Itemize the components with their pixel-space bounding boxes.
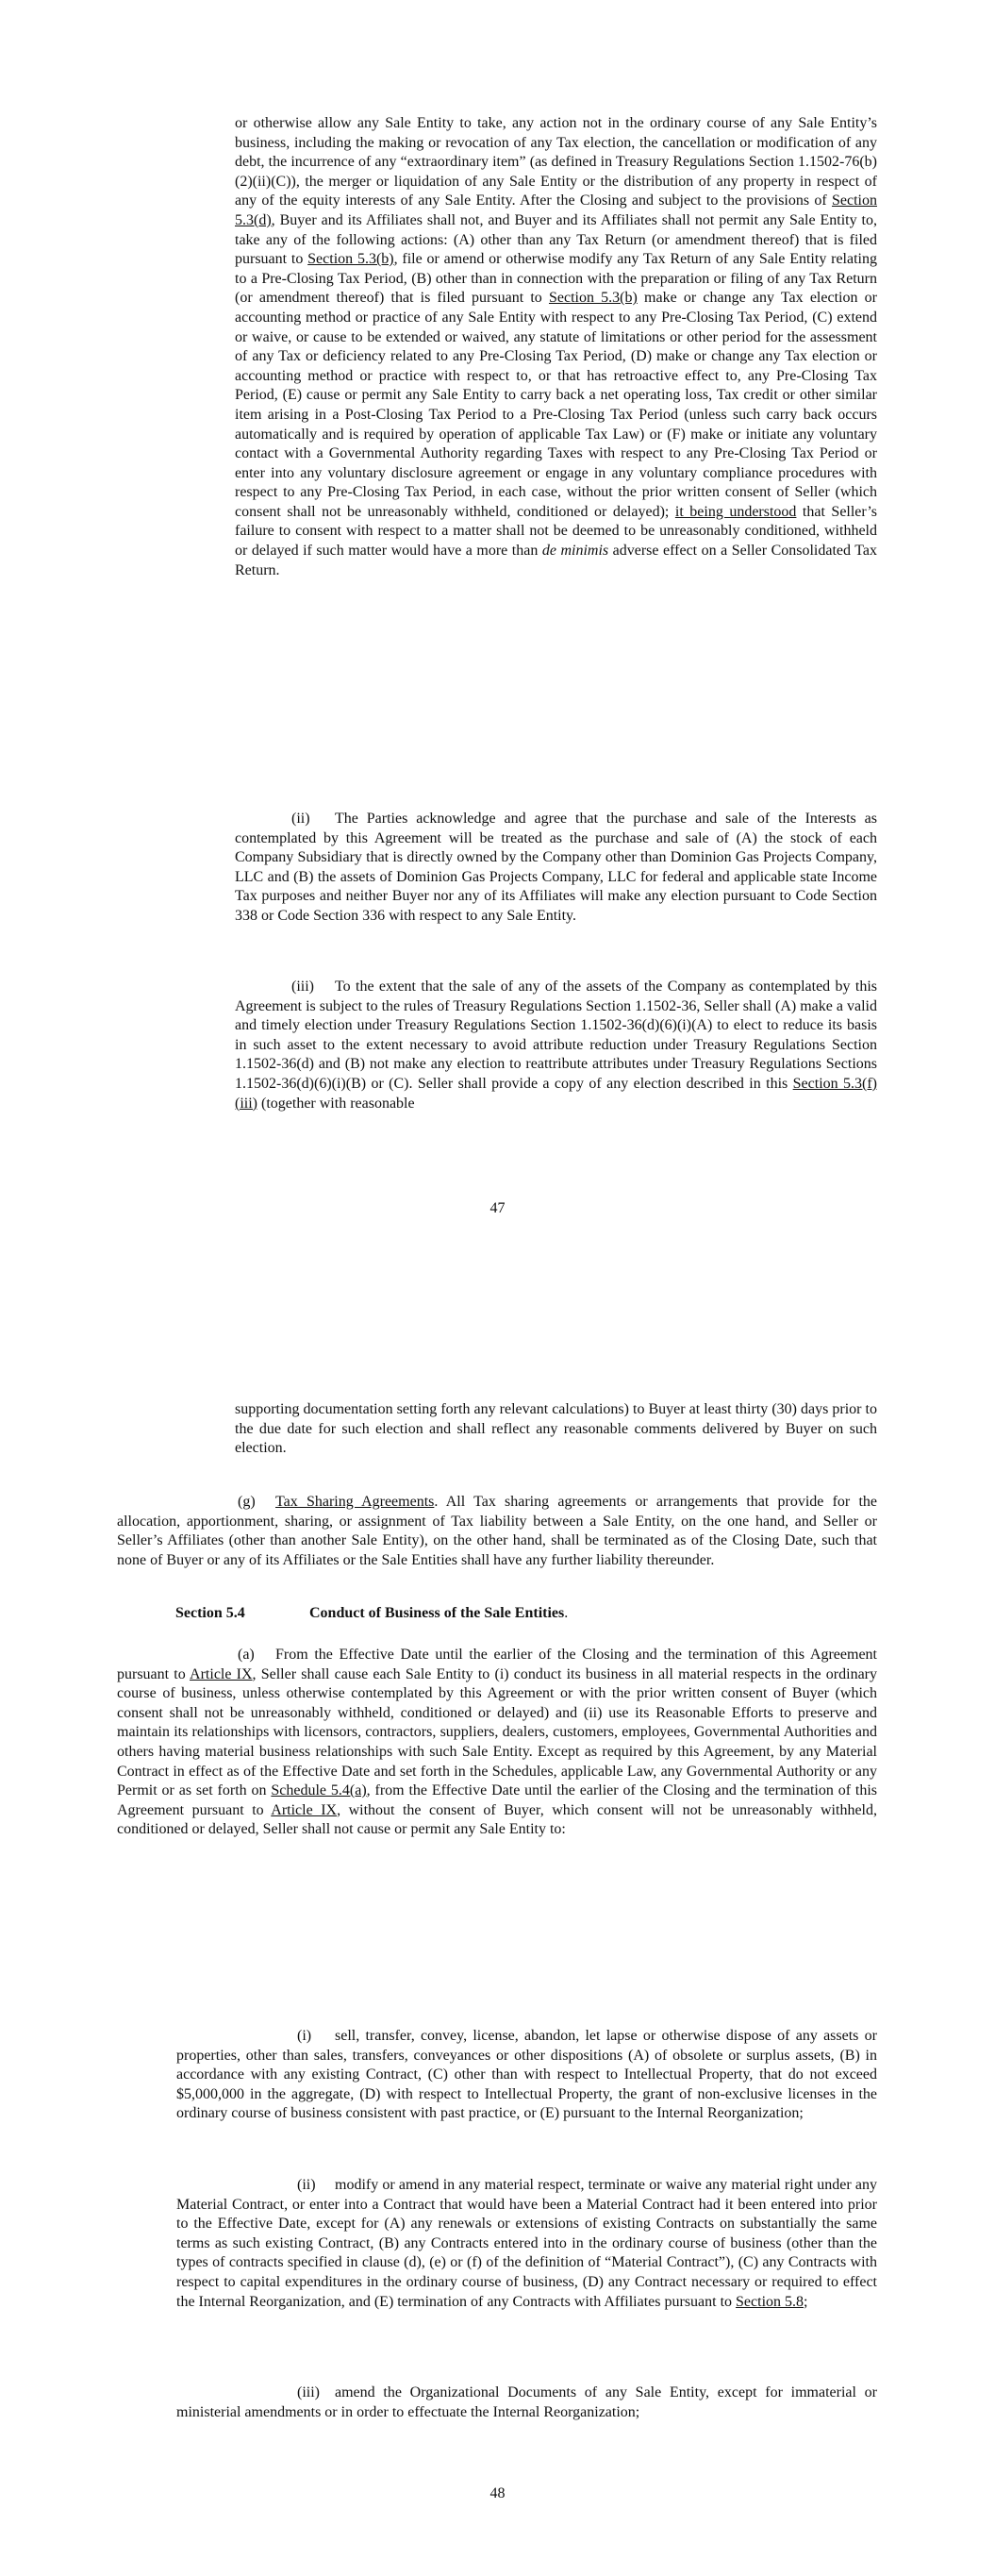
g-title: Tax Sharing Agreements xyxy=(275,1494,435,1510)
clause-iii-paragraph: (iii) To the extent that the sale of any of the assets of the Company as contemplated by this Agreement is subject to the rules of Treasury Regulations Section 1.1502-36, Seller shall (A) make a valid and timely election under Treasury Regulations Section 1.1502-36(d)(6)(i)(A) to elect to reduce its basis in such asset to the extent necessary to avoid attribute reduction under Treasury Regulations Section 1.1502-36(d) and (B) not make any election to reattribute attributes under Treasury Regulations Sections 1.1502-36(d)(6)(i)(B) or (C). Seller shall provide a copy of any election described in this Section 5.3(f)(iii) (together with reasonable xyxy=(235,979,877,1112)
continued-paragraph: or otherwise allow any Sale Entity to take, any action not in the ordinary course of any Sale Entity’s business, including the making or revocation of any Tax election, the cancellation or modification of any debt, the incurrence of any “extraordinary item” (as defined in Treasury Regulations Section 1.1502-76(b)(2)(ii)(C)), the merger or liquidation of any Sale Entity or the distribution of any property in respect of any of the equity interests of any Sale Entity. After the Closing and subject to the provisions of Section 5.3(d), Buyer and its Affiliates shall not, and Buyer and its Affiliates shall not permit any Sale Entity to, take any of the following actions: (A) other than any Tax Return (or amendment thereof) that is filed pursuant to Section 5.3(b), file or amend or otherwise modify any Tax Return of any Sale Entity relating to a Pre-Closing Tax Period, (B) other than in connection with the preparation or filing of any Tax Return (or amendment thereof) that is filed pursuant to Section 5.3(b) make or change any Tax election or accounting method or practice of any Sale Entity with respect to any Pre-Closing Tax Period, (C) extend or waive, or cause to be extended or waived, any statute of limitations or other period for the assessment of any Tax or deficiency related to any Pre-Closing Tax Period, (D) make or change any Tax election or accounting method or practice with respect to, or that has retroactive effect to, any Pre-Closing Tax Period, (E) cause or permit any Sale Entity to carry back a net operating loss, Tax credit or other similar item arising in a Post-Closing Tax Period to a Pre-Closing Tax Period (unless such carry back occurs automatically and is required by operation of applicable Tax Law) or (F) make or initiate any voluntary contact with a Governmental Authority regarding Taxes with respect to any Pre-Closing Tax Period or enter into any voluntary disclosure agreement or engage in any voluntary compliance procedures with respect to any Pre-Closing Tax Period, in each case, without the prior written consent of Seller (which consent shall not be unreasonably withheld, conditioned or delayed); it being understood that Seller’s failure to consent with respect to a matter shall not be deemed to be unreasonably conditioned, withheld or delayed if such matter would have a more than de minimis adverse effect on a Seller Consolidated Tax Return. xyxy=(235,115,878,578)
article-ref-link[interactable]: Article IX xyxy=(271,1801,338,1818)
section-ref-link[interactable]: Section 5.3(d) xyxy=(235,192,877,228)
page-number: 48 xyxy=(489,2485,506,2501)
section-ref-link[interactable]: Section 5.3(f)(iii) xyxy=(235,1075,877,1112)
schedule-ref-link[interactable]: Schedule 5.4(a) xyxy=(271,1782,367,1799)
page-number: 47 xyxy=(489,1200,506,1216)
clause-ii-paragraph: (ii) The Parties acknowledge and agree that the purchase and sale of the Interests as contemplated by this Agreement will be treated as the purchase and sale of (A) the stock of each Company Subsidiary that is directly owned by the Company other than Dominion Gas Projects Company, LLC and (B) the assets of Dominion Gas Projects Company, LLC for federal and applicable state Income Tax purposes and neither Buyer nor any of its Affiliates will make any election pursuant to Code Section 338 or Code Section 336 with respect to any Sale Entity. xyxy=(235,811,877,924)
section-heading: Section 5.4 Conduct of Business of the Sale Entities. xyxy=(175,1605,569,1621)
section-ref-link[interactable]: Section 5.8 xyxy=(736,2293,804,2310)
article-ref-link[interactable]: Article IX xyxy=(190,1665,253,1682)
clause-a-paragraph: (a) From the Effective Date until the earlier of the Closing and the termination of this Agreement pursuant to Article IX, Seller shall cause each Sale Entity to (i) conduct its business in all material respects in the ordinary course of business, unless otherwise contemplated by this Agreement or with the prior written consent of Buyer (which consent shall not be unreasonably withheld, conditioned or delayed) and (ii) use its Reasonable Efforts to preserve and maintain its relationships with licensors, contractors, suppliers, dealers, customers, employees, Governmental Authorities and others having material business relationships with such Sale Entity. Except as required by this Agreement, by any Material Contract in effect as of the Effective Date and set forth in the Schedules, applicable Law, any Governmental Authority or any Permit or as set forth on Schedule 5.4(a), from the Effective Date until the earlier of the Closing and the termination of this Agreement pursuant to Article IX, without the consent of Buyer, which consent will not be unreasonably withheld, conditioned or delayed, Seller shall not cause or permit any Sale Entity to: xyxy=(117,1647,878,1838)
section-ref-link[interactable]: Section 5.3(b) xyxy=(307,251,394,268)
clause-iii-paragraph: (iii) amend the Organizational Documents of any Sale Entity, except for immaterial or ministerial amendments or in order to effectuate the Internal Reorganization; xyxy=(176,2384,877,2420)
clause-g-paragraph: (g) Tax Sharing Agreements. All Tax sharing agreements or arrangements that provide for the allocation, apportionment, sharing, or assignment of Tax liability between a Sale Entity, on the one hand, and Seller or Seller’s Affiliates (other than another Sale Entity), on the other hand, shall be terminated as of the Closing Date, such that none of Buyer or any of its Affiliates or the Sale Entities shall have any further liability thereunder. xyxy=(117,1494,878,1568)
clause-ii-paragraph: (ii) modify or amend in any material respect, terminate or waive any material right under any Material Contract, or enter into a Contract that would have been a Material Contract had it been entered into prior to the Effective Date, except for (A) any renewals or extensions of existing Contracts on substantially the same terms as such existing Contract, (B) any Contracts entered into in the ordinary course of business (other than the types of contracts specified in clause (d), (e) or (f) of the definition of “Material Contract”), (C) any Contracts with respect to capital expenditures in the ordinary course of business, (D) any Contract necessary or required to effect the Internal Reorganization, and (E) termination of any Contracts with Affiliates pursuant to Section 5.8; xyxy=(176,2177,877,2310)
section-ref-link[interactable]: Section 5.3(b) xyxy=(548,290,638,307)
clause-i-paragraph: (i) sell, transfer, convey, license, abandon, let lapse or otherwise dispose of any assets or properties, other than sales, transfers, conveyances or other dispositions (A) of obsolete or surplus assets, (B) in accordance with any existing Contract, (C) other than with respect to Intellectual Property, that do not exceed $5,000,000 in the aggregate, (D) with respect to Intellectual Property, the grant of non-exclusive licenses in the ordinary course of business consistent with past practice, or (E) pursuant to the Internal Reorganization; xyxy=(176,2028,877,2122)
continued-paragraph: supporting documentation setting forth any relevant calculations) to Buyer at least thirty (30) days prior to the due date for such election and shall reflect any reasonable comments delivered by Buyer on such election. xyxy=(235,1401,877,1457)
